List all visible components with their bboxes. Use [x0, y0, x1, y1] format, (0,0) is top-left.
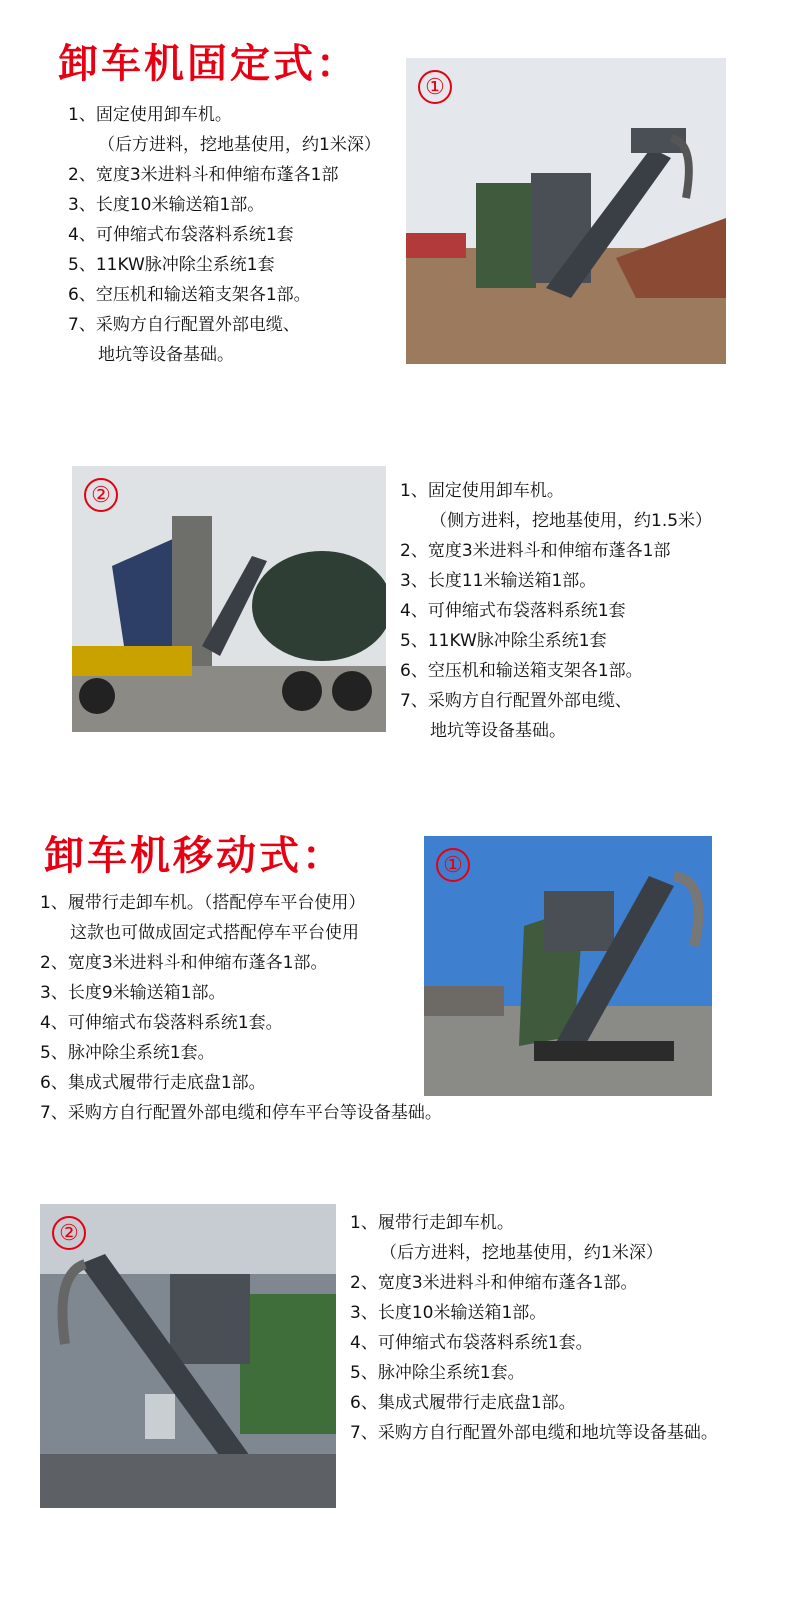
- photo-number-badge: ②: [52, 1216, 86, 1250]
- list-item: 6、集成式履带行走底盘1部。: [350, 1393, 576, 1413]
- list-item: 6、集成式履带行走底盘1部。: [40, 1073, 266, 1093]
- list-item: 3、长度10米输送箱1部。: [350, 1303, 547, 1323]
- list-item: 3、长度10米输送箱1部。: [68, 195, 265, 215]
- list-item: 4、可伸缩式布袋落料系统1套: [68, 225, 294, 245]
- machine-photo-fixed-rear-feed: [406, 58, 726, 364]
- list-item: 3、长度9米输送箱1部。: [40, 983, 226, 1003]
- photo-number-badge: ①: [418, 70, 452, 104]
- list-item: （后方进料，挖地基使用，约1米深）: [98, 135, 381, 155]
- list-item: 1、固定使用卸车机。: [68, 105, 232, 125]
- machine-photo-fixed-side-feed: [72, 466, 386, 732]
- list-item: 7、采购方自行配置外部电缆和地坑等设备基础。: [350, 1423, 718, 1443]
- list-item: 2、宽度3米进料斗和伸缩布蓬各1部: [68, 165, 339, 185]
- spec-list-fixed-2: [400, 476, 712, 746]
- list-item: 1、履带行走卸车机。（搭配停车平台使用）: [40, 893, 366, 913]
- list-item: 5、11KW脉冲除尘系统1套: [68, 255, 275, 275]
- list-item: 5、脉冲除尘系统1套。: [350, 1363, 525, 1383]
- section-title-fixed: 卸车机固定式：: [58, 41, 359, 87]
- list-item: 1、固定使用卸车机。: [400, 481, 564, 501]
- machine-photo-mobile-workshop: [40, 1204, 336, 1508]
- list-item: 7、采购方自行配置外部电缆、: [68, 315, 300, 335]
- spec-list-mobile-2: [350, 1208, 718, 1448]
- photo-number-badge: ①: [436, 848, 470, 882]
- list-item: 7、采购方自行配置外部电缆和停车平台等设备基础。: [40, 1103, 442, 1123]
- list-item: 6、空压机和输送箱支架各1部。: [68, 285, 311, 305]
- list-item: 4、可伸缩式布袋落料系统1套。: [40, 1013, 283, 1033]
- section-title-mobile: 卸车机移动式：: [44, 833, 345, 879]
- list-item: 4、可伸缩式布袋落料系统1套。: [350, 1333, 593, 1353]
- photo-number-badge: ②: [84, 478, 118, 512]
- machine-photo-mobile-platform: [424, 836, 712, 1096]
- list-item: （侧方进料，挖地基使用，约1.5米）: [430, 511, 713, 531]
- list-item: 7、采购方自行配置外部电缆、: [400, 691, 632, 711]
- list-item: 4、可伸缩式布袋落料系统1套: [400, 601, 626, 621]
- list-item: 5、脉冲除尘系统1套。: [40, 1043, 215, 1063]
- list-item: 6、空压机和输送箱支架各1部。: [400, 661, 643, 681]
- list-item: 2、宽度3米进料斗和伸缩布蓬各1部。: [350, 1273, 638, 1293]
- spec-list-fixed-1: [68, 100, 381, 370]
- spec-list-mobile-1: [40, 888, 442, 1128]
- list-item: 5、11KW脉冲除尘系统1套: [400, 631, 607, 651]
- list-item: 3、长度11米输送箱1部。: [400, 571, 597, 591]
- list-item: 这款也可做成固定式搭配停车平台使用: [70, 923, 359, 943]
- list-item: 地坑等设备基础。: [430, 721, 566, 741]
- list-item: 1、履带行走卸车机。: [350, 1213, 514, 1233]
- list-item: 地坑等设备基础。: [98, 345, 234, 365]
- list-item: （后方进料，挖地基使用，约1米深）: [380, 1243, 663, 1263]
- list-item: 2、宽度3米进料斗和伸缩布蓬各1部: [400, 541, 671, 561]
- list-item: 2、宽度3米进料斗和伸缩布蓬各1部。: [40, 953, 328, 973]
